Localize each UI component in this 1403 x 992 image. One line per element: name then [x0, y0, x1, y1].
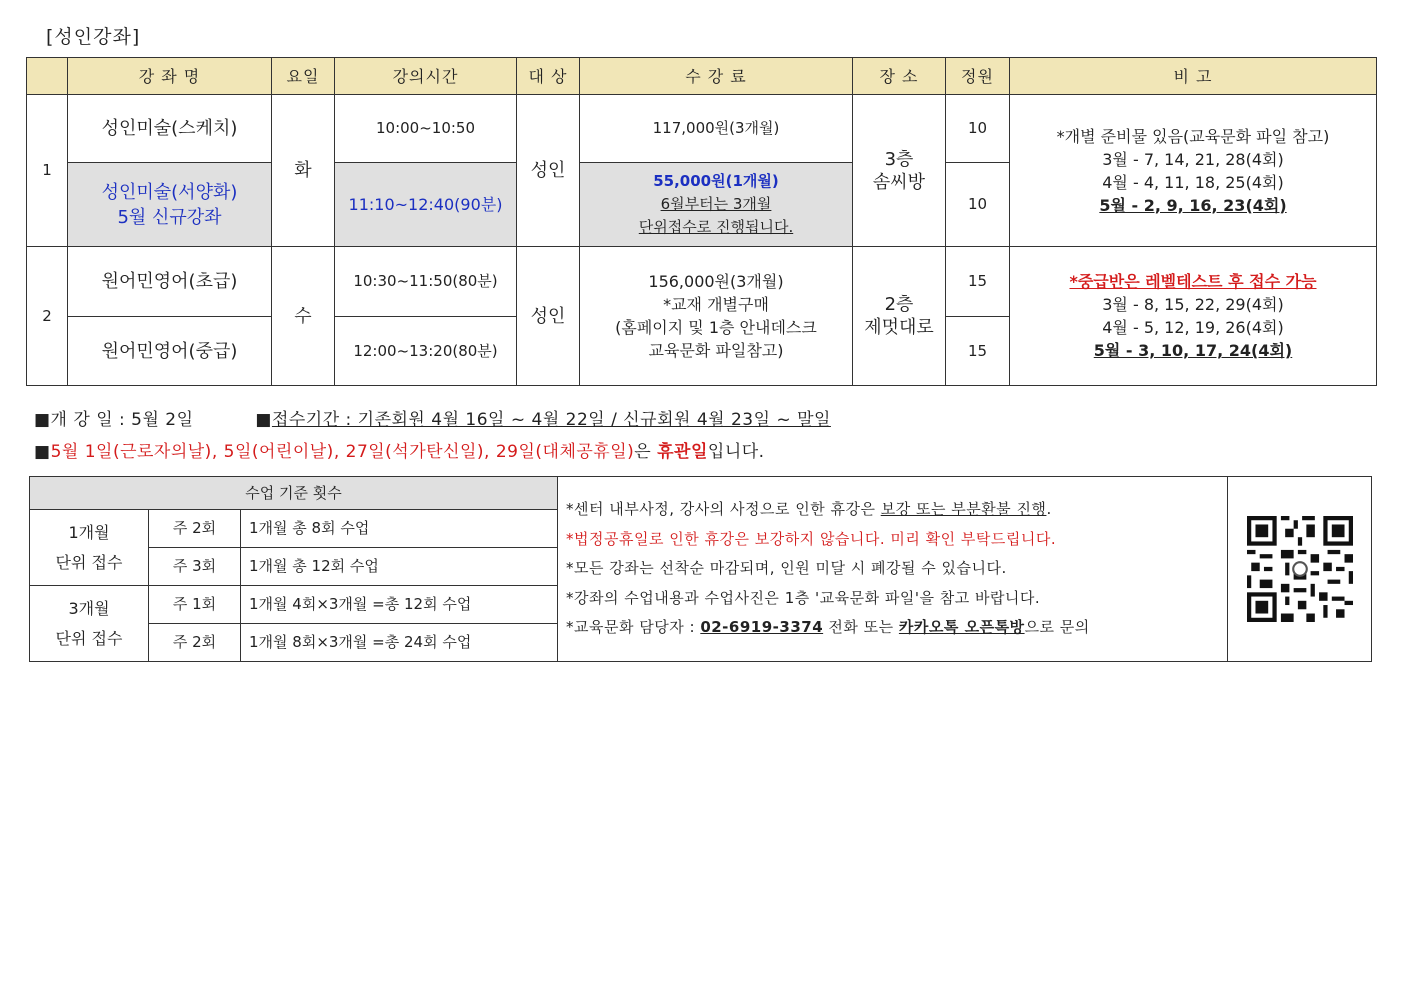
period-mark: ■ [255, 410, 272, 430]
fee-note: 6월부터는 3개월 [660, 195, 772, 213]
remark-level-test: *중급반은 레벨테스트 후 접수 가능 [1069, 272, 1317, 291]
course-time: 10:30~11:50(80분) [335, 247, 517, 317]
fee-note: (홈페이지 및 1층 안내데스크 [615, 318, 817, 337]
count-header: 수업 기준 횟수 [30, 477, 558, 510]
info-line: *교육문화 담당자 : 02-6919-3374 전화 또는 카카오톡 오픈톡방으로 문의 [566, 618, 1090, 637]
header-target: 대 상 [517, 58, 580, 95]
remark-schedule: 3월 - 8, 15, 22, 29(4회) [1102, 295, 1284, 314]
course-remark [1010, 247, 1377, 386]
header-fee: 수 강 료 [580, 58, 853, 95]
course-name: 원어민영어(초급) [68, 247, 272, 317]
one-month-unit: 1개월 단위 접수 [30, 510, 149, 586]
course-time: 12:00~13:20(80분) [335, 317, 517, 386]
course-target: 성인 [517, 247, 580, 386]
course-time: 11:10~12:40(90분) [335, 163, 517, 247]
remark-schedule: 3월 - 7, 14, 21, 28(4회) [1102, 149, 1284, 169]
course-number: 1 [27, 95, 68, 247]
course-capacity: 10 [946, 95, 1010, 163]
course-place [853, 95, 946, 247]
class-count: 1개월 8회×3개월 =총 24회 수업 [241, 624, 558, 662]
fee-line: 55,000원(1개월) [653, 172, 779, 190]
frequency: 주 1회 [149, 586, 241, 624]
kakao-openchat: 카카오톡 오픈톡방 [898, 618, 1025, 637]
class-count: 1개월 총 8회 수업 [241, 510, 558, 548]
table-row [30, 477, 1372, 510]
course-day: 화 [272, 95, 335, 247]
header-time: 강의시간 [335, 58, 517, 95]
closed-days-line [34, 437, 765, 462]
closed-end: 입니다. [707, 442, 765, 462]
qr-cell [1228, 477, 1372, 662]
course-remark [1010, 95, 1377, 247]
course-place [853, 247, 946, 386]
page-title: [성인강좌] [46, 26, 141, 48]
course-name: 원어민영어(중급) [68, 317, 272, 386]
fee-note: *교재 개별구매 [663, 295, 769, 314]
open-date-line [34, 405, 831, 430]
class-count-table [29, 476, 1372, 662]
course-target: 성인 [517, 95, 580, 247]
table-row [27, 95, 1377, 163]
course-capacity: 15 [946, 247, 1010, 317]
header-day: 요일 [272, 58, 335, 95]
place-room: 솜씨방 [872, 171, 926, 193]
course-fee [580, 163, 853, 247]
registration-period: 접수기간 : 기존회원 4월 16일 ~ 4월 22일 / 신규회원 4월 23일 ~ 말일 [271, 410, 831, 430]
info-line: *강좌의 수업내용과 수업사진은 1층 '교육문화 파일'을 참고 바랍니다. [566, 588, 1041, 607]
frequency: 주 2회 [149, 510, 241, 548]
remark-schedule: 4월 - 5, 12, 19, 26(4회) [1102, 318, 1284, 337]
closed-mid: 은 [634, 442, 658, 462]
course-fee: 117,000원(3개월) [580, 95, 853, 163]
remark-schedule: 5월 - 3, 10, 17, 24(4회) [1093, 341, 1293, 360]
table-row [27, 247, 1377, 317]
table-header-row [27, 58, 1377, 95]
closed-mark: ■ [34, 442, 51, 462]
course-capacity: 10 [946, 163, 1010, 247]
header-place: 장 소 [853, 58, 946, 95]
header-remark: 비 고 [1010, 58, 1377, 95]
info-line: *센터 내부사정, 강사의 사정으로 인한 휴강은 보강 또는 부분환불 진행. [566, 500, 1052, 519]
header-no [27, 58, 68, 95]
closed-word: 휴관일 [657, 442, 708, 462]
course-fee [580, 247, 853, 386]
frequency: 주 3회 [149, 548, 241, 586]
new-course-label: 5월 신규강좌 [117, 206, 222, 228]
info-line: *모든 강좌는 선착순 마감되며, 인원 미달 시 폐강될 수 있습니다. [566, 559, 1007, 578]
remark-schedule: 5월 - 2, 9, 16, 23(4회) [1099, 195, 1287, 215]
frequency: 주 2회 [149, 624, 241, 662]
remark-schedule: 4월 - 4, 11, 18, 25(4회) [1102, 172, 1284, 192]
info-line: *법정공휴일로 인한 휴강은 보강하지 않습니다. 미리 확인 부탁드립니다. [566, 529, 1057, 548]
course-table [26, 57, 1377, 386]
header-name: 강 좌 명 [68, 58, 272, 95]
fee-note: 교육문화 파일참고) [648, 341, 784, 360]
course-name [68, 163, 272, 247]
course-capacity: 15 [946, 317, 1010, 386]
course-name: 성인미술(스케치) [68, 95, 272, 163]
contact-phone: 02-6919-3374 [700, 618, 824, 637]
place-floor: 2층 [884, 294, 914, 315]
place-room: 제멋대로 [864, 317, 934, 338]
header-capacity: 정원 [946, 58, 1010, 95]
place-floor: 3층 [884, 148, 914, 170]
course-time: 10:00~10:50 [335, 95, 517, 163]
closed-days: 5월 1일(근로자의날), 5일(어린이날), 27일(석가탄신일), 29일(대체공휴일) [50, 442, 635, 462]
class-count: 1개월 4회×3개월 =총 12회 수업 [241, 586, 558, 624]
open-date: ■개 강 일 : 5월 2일 [34, 410, 194, 430]
class-count: 1개월 총 12회 수업 [241, 548, 558, 586]
course-name-line: 성인미술(서양화) [101, 181, 238, 203]
course-number: 2 [27, 247, 68, 386]
qr-code-icon[interactable] [1247, 516, 1353, 622]
course-day: 수 [272, 247, 335, 386]
fee-note: 단위접수로 진행됩니다. [638, 218, 794, 236]
remark-note: *개별 준비물 있음(교육문화 파일 참고) [1056, 126, 1330, 146]
info-notes [558, 477, 1228, 662]
three-month-unit: 3개월 단위 접수 [30, 586, 149, 662]
fee-line: 156,000원(3개월) [648, 272, 784, 291]
